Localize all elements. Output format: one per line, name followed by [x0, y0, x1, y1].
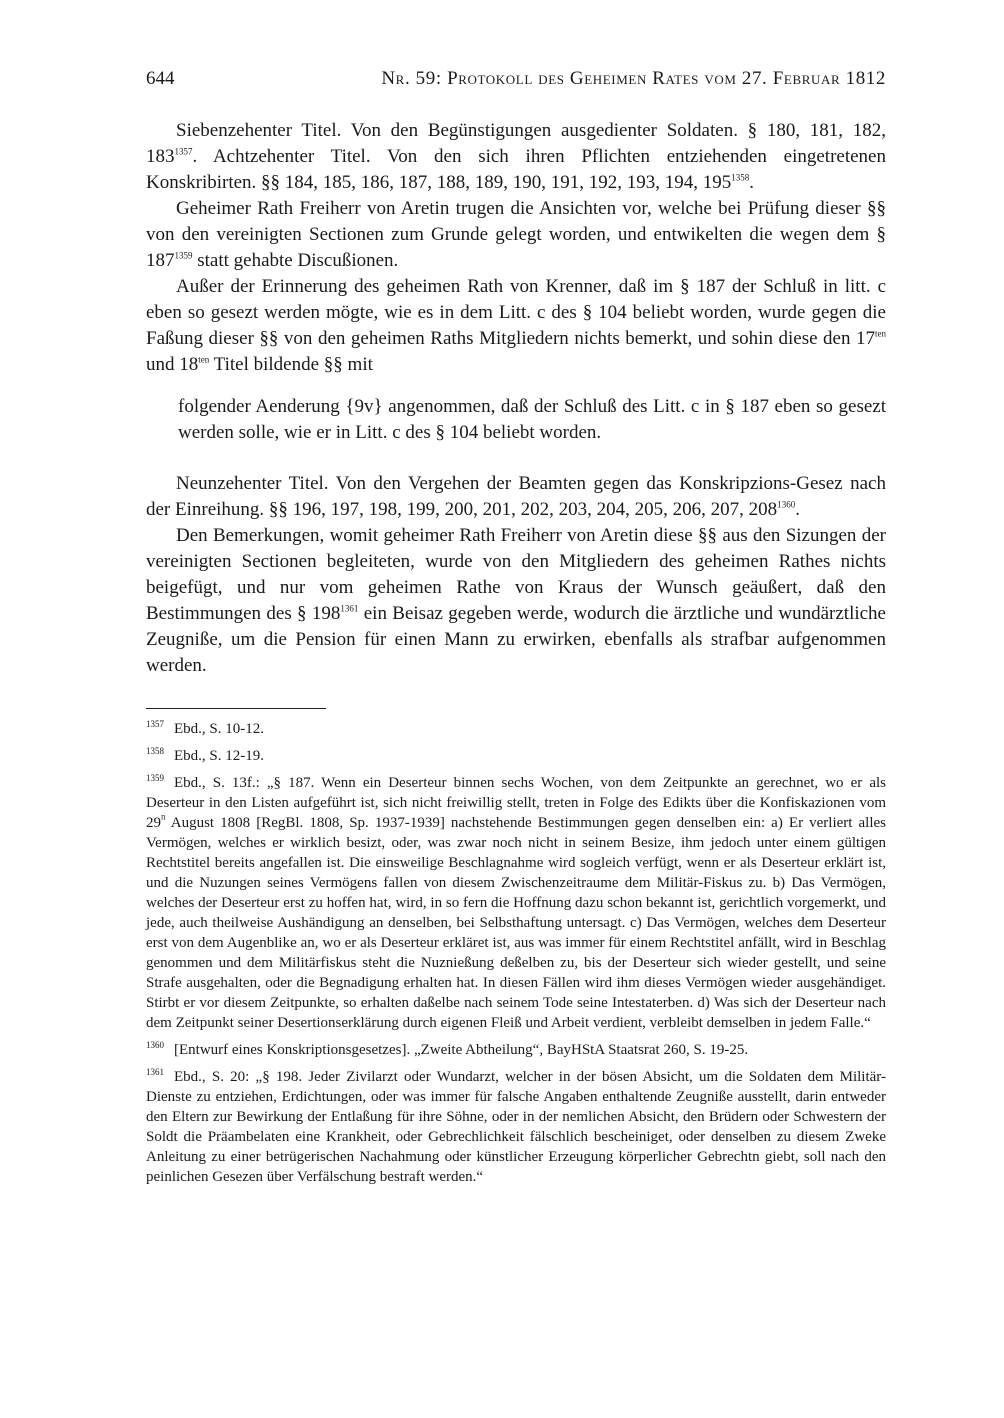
footnote-text: [Entwurf eines Konskriptionsgesetzes]. „Zweite Abtheilung“, BayHStA Staatsrat 260, S. 19-25. [174, 1042, 749, 1058]
text: und 18 [146, 354, 199, 375]
text: Neunzehenter Titel. Von den Vergehen der Beamten gegen das Konskripzions-Gesez nach der Einreihung. §§ 196, 197, 198, 199, 200, 201, 202, 203, 204, 205, 206, 207, 208 [146, 473, 886, 520]
footnote-text: Ebd., S. 10-12. [174, 721, 264, 737]
footnote-1359 [146, 773, 886, 1033]
footnote-number: 1360 [146, 1039, 164, 1050]
paragraph-title-19 [146, 471, 886, 523]
footnotes [146, 719, 886, 1194]
text: Den Bemerkungen, womit geheimer Rath Freiherr von Aretin diese §§ aus den Sizungen der vereinigten Sectionen begleiteten, wurde von den Mitgliedern des geheimen Rathes nichts beigefügt, und nur vom geheimen Rathe von Kraus der Wunsch geäußert, daß den Bestimmungen des § 198 [146, 525, 886, 624]
footnote-1357 [146, 719, 886, 739]
footnote-ref-1359[interactable]: 1359 [174, 250, 193, 261]
text: Außer der Erinnerung des geheimen Rath von Krenner, daß im § 187 der Schluß in litt. c eben so gesezt werden mögte, wie es in dem Litt. c des § 104 beliebt worden, wurde gegen die Faßung dieser §§ von den geheimen Raths Mitgliedern nichts bemerkt, und sohin diese den 17 [146, 276, 886, 349]
superscript-n: n [161, 811, 166, 822]
footnote-1360 [146, 1040, 886, 1060]
text: statt gehabte Discußionen. [192, 250, 399, 271]
footnote-number: 1357 [146, 718, 164, 729]
paragraph-kraus-wish [146, 523, 886, 679]
footnote-ref-1360[interactable]: 1360 [777, 499, 796, 510]
footnote-text: August 1808 [RegBl. 1808, Sp. 1937-1939] nachstehende Bestimmungen gegen denselben ein: a) Er verliert alles Vermögen, welches er wirklich besizt, oder, was zwar noch nicht in seinem Besize, ihm jedoch unter einem gültigen Rechtstitel bereits angefallen ist. Die einsweilige Beschlagnahme wird sogleich verfügt, wenn er als Deserteur erklärt ist, und die Nuzungen seines Vermögens fallen von diesem Zwischenzeitraume dem Militär-Fiskus zu. b) Das Vermögen, welches der Deserteur erst zu hoffen hat, wird, in so fern die Hoffnung dazu schon bekannt ist, gerichtlich vorgemerkt, und jede, auch theilweise Aushändigung an denselben, bei Selbsthaftung untersagt. c) Das Vermögen, welches dem Deserteur erst von dem Augenblike an, wo er als Deserteur erkläret ist, aus was immer für einem Rechtstitel anfällt, wird in Beschlag genommen und dem Militärfiskus steht die Nuznießung deßelben zu, bis der Deserteur sich wieder gestellt, und seine Strafe ausgehalten, oder die Begnadigung erhalten hat. In diesen Fällen wird ihm dieses Vermögen wieder ausgehändiget. Stirbt er vor diesem Zeitpunkte, so erhalten daßelbe nach seinem Tode seine Intestaterben. d) Was sich der Deserteur nach dem Zeitpunkt seiner Desertionserklärung durch eigenen Fleiß und Arbeit verdient, verbleibt demselben in jedem Falle.“ [146, 815, 886, 1031]
main-text [146, 118, 886, 679]
footnote-number: 1358 [146, 745, 164, 756]
footnote-text: Ebd., S. 20: „§ 198. Jeder Zivilarzt oder Wundarzt, welcher in der bösen Absicht, um die Soldaten dem Militär-Dienste zu entziehen, Erdichtungen, oder was immer für falsche Angaben enthaltende Zeugniße ausstellt, darin entweder den Eltern zur Bewirkung der Entlaßung für ihre Söhne, oder in der nemlichen Absicht, den Brüdern oder Schwestern der Soldt die Präambelaten eine Krankheit, oder Gebrechlichkeit fälschlich bescheiniget, oder denselben zu diesem Zweke Anleitung zu einer betrügerischen Nachahmung oder künstlicher Erzeugung körperlicher Gebrechtn giebt, soll nach den peinlichen Gesezen über Verfälschung bestraft werden.“ [146, 1069, 886, 1185]
text: . [749, 172, 755, 193]
paragraph-krenner-remark [146, 274, 886, 378]
text: ein Beisaz gegeben werde, wodurch die ärztliche und wundärztliche Zeugniße, um die Pension für einen Mann zu erwirken, ebenfalls als strafbar aufgenommen werden. [146, 603, 886, 676]
paragraph-titles-17-18 [146, 118, 886, 196]
text: . Achtzehenter Titel. Von den sich ihren Pflichten entziehenden eingetretenen Konskribirten. §§ 184, 185, 186, 187, 188, 189, 190, 191, 192, 193, 194, 195 [146, 146, 886, 193]
text: . [795, 499, 800, 520]
running-header [146, 66, 886, 92]
footnote-ref-1357[interactable]: 1357 [174, 146, 193, 157]
footnote-ref-1361[interactable]: 1361 [340, 603, 359, 614]
text: Titel bildende §§ mit [209, 354, 373, 375]
footnote-1358 [146, 746, 886, 766]
page-number: 644 [146, 68, 175, 89]
footnote-number: 1359 [146, 772, 164, 783]
footnote-text: Ebd., S. 13f.: „§ 187. Wenn ein Deserteur binnen sechs Wochen, von dem Zeitpunkte an gerechnet, wo er als Deserteur in den Listen aufgeführt ist, sich nicht freiwillig stellt, treten in Folge des Edikts über die Konfiskazionen vom 29 [146, 775, 886, 831]
superscript-ten: ten [875, 328, 886, 339]
resolution-block: folgender Aenderung {9v} angenommen, daß der Schluß des Litt. c in § 187 eben so gesezt werden solle, wie er in Litt. c des § 104 beliebt worden. [178, 396, 886, 443]
superscript-ten: ten [198, 354, 210, 365]
paragraph-aretin-report [146, 196, 886, 274]
running-title: Nr. 59: Protokoll des Geheimen Rates vom 27. Februar 1812 [381, 68, 886, 89]
footnote-1361 [146, 1067, 886, 1187]
footnote-number: 1361 [146, 1066, 164, 1077]
footnote-divider [146, 708, 326, 709]
text: Geheimer Rath Freiherr von Aretin trugen die Ansichten vor, welche bei Prüfung dieser §§ von den vereinigten Sectionen zum Grunde gelegt worden, und entwikelten die wegen dem § 187 [146, 198, 886, 271]
footnote-ref-1358[interactable]: 1358 [731, 172, 750, 183]
footnote-text: Ebd., S. 12-19. [174, 748, 264, 764]
text: Siebenzehenter Titel. Von den Begünstigungen ausgedienter Soldaten. § 180, 181, 182, 183 [146, 120, 886, 167]
